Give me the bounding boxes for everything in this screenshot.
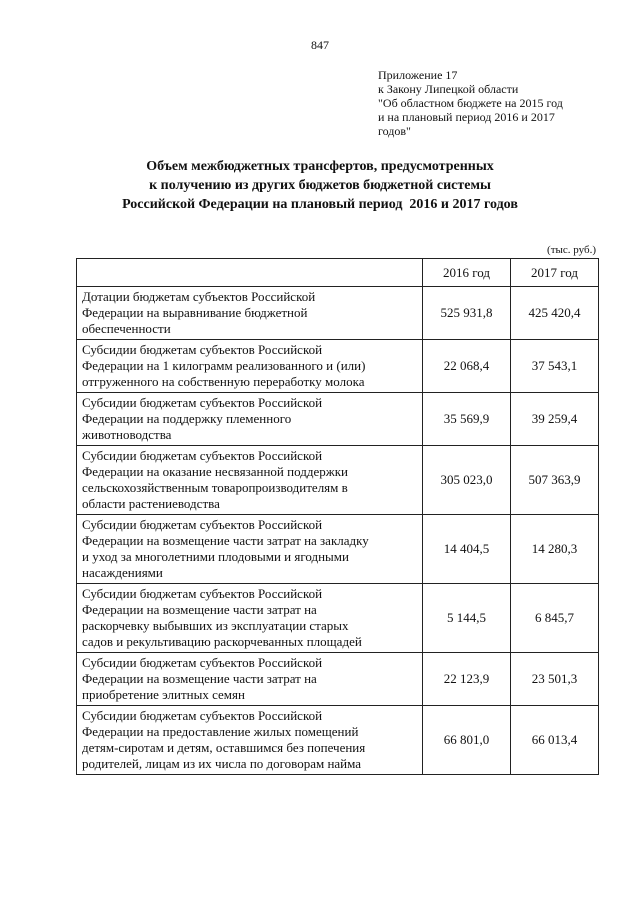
description-line: Федерации на 1 килограмм реализованного и (или) xyxy=(82,358,366,373)
description-line: области растениеводства xyxy=(82,496,220,511)
table-row xyxy=(77,706,599,775)
value-2016: 66 801,0 xyxy=(423,706,511,775)
value-2017: 507 363,9 xyxy=(511,446,599,515)
description-line: сельскохозяйственным товаропроизводителям в xyxy=(82,480,348,495)
description-line: Субсидии бюджетам субъектов Российской xyxy=(82,517,323,532)
description-line: Федерации на возмещение части затрат на xyxy=(82,602,317,617)
value-2016: 35 569,9 xyxy=(423,393,511,446)
value-2016: 5 144,5 xyxy=(423,584,511,653)
description-line: Федерации на поддержку племенного xyxy=(82,411,292,426)
transfers-table xyxy=(76,258,599,775)
description-line: родителей, лицам из их числа по договорам найма xyxy=(82,756,362,771)
description-line: Субсидии бюджетам субъектов Российской xyxy=(82,655,323,670)
description-line: Дотации бюджетам субъектов Российской xyxy=(82,289,316,304)
row-description xyxy=(77,515,423,584)
description-line: Субсидии бюджетам субъектов Российской xyxy=(82,448,323,463)
table-row xyxy=(77,653,599,706)
page-number: 847 xyxy=(311,38,329,52)
value-2016: 22 068,4 xyxy=(423,340,511,393)
appendix-line: "Об областном бюджете на 2015 год xyxy=(378,96,563,110)
appendix-line: и на плановый период 2016 и 2017 xyxy=(378,110,555,124)
description-line: Федерации на оказание несвязанной поддержки xyxy=(82,464,348,479)
value-2017: 39 259,4 xyxy=(511,393,599,446)
table-row xyxy=(77,446,599,515)
table-row xyxy=(77,340,599,393)
value-2017: 425 420,4 xyxy=(511,287,599,340)
value-2017: 6 845,7 xyxy=(511,584,599,653)
document-title xyxy=(0,157,640,214)
appendix-reference xyxy=(378,68,618,138)
title-line: Объем межбюджетных трансфертов, предусмотренных xyxy=(146,159,494,174)
row-description xyxy=(77,584,423,653)
value-2016: 22 123,9 xyxy=(423,653,511,706)
header-2016: 2016 год xyxy=(423,259,511,287)
description-line: раскорчевку выбывших из эксплуатации старых xyxy=(82,618,349,633)
table-row xyxy=(77,515,599,584)
row-description xyxy=(77,706,423,775)
description-line: Субсидии бюджетам субъектов Российской xyxy=(82,342,323,357)
description-line: Федерации на возмещение части затрат на закладку xyxy=(82,533,369,548)
table-row xyxy=(77,287,599,340)
appendix-line: Приложение 17 xyxy=(378,68,458,82)
description-line: Субсидии бюджетам субъектов Российской xyxy=(82,395,323,410)
appendix-line: годов" xyxy=(378,124,411,138)
title-line: к получению из других бюджетов бюджетной системы xyxy=(149,178,491,193)
table-row xyxy=(77,584,599,653)
row-description xyxy=(77,340,423,393)
value-2016: 305 023,0 xyxy=(423,446,511,515)
description-line: Федерации на предоставление жилых помещений xyxy=(82,724,359,739)
value-2017: 66 013,4 xyxy=(511,706,599,775)
value-2017: 37 543,1 xyxy=(511,340,599,393)
description-line: садов и рекультивацию раскорчеванных площадей xyxy=(82,634,362,649)
row-description xyxy=(77,446,423,515)
description-line: животноводства xyxy=(82,427,172,442)
description-line: детям-сиротам и детям, оставшимся без попечения xyxy=(82,740,366,755)
header-2017: 2017 год xyxy=(511,259,599,287)
description-line: насаждениями xyxy=(82,565,163,580)
row-description xyxy=(77,653,423,706)
description-line: отгруженного на собственную переработку молока xyxy=(82,374,365,389)
table-row xyxy=(77,393,599,446)
row-description xyxy=(77,287,423,340)
description-line: Федерации на возмещение части затрат на xyxy=(82,671,317,686)
value-2016: 14 404,5 xyxy=(423,515,511,584)
description-line: Субсидии бюджетам субъектов Российской xyxy=(82,708,323,723)
description-line: Субсидии бюджетам субъектов Российской xyxy=(82,586,323,601)
appendix-line: к Закону Липецкой области xyxy=(378,82,519,96)
description-line: обеспеченности xyxy=(82,321,171,336)
title-line: Российской Федерации на плановый период 2016 и 2017 годов xyxy=(122,197,518,212)
header-description xyxy=(77,259,423,287)
value-2016: 525 931,8 xyxy=(423,287,511,340)
description-line: и уход за многолетними плодовыми и ягодными xyxy=(82,549,349,564)
value-2017: 23 501,3 xyxy=(511,653,599,706)
table-header-row xyxy=(77,259,599,287)
description-line: приобретение элитных семян xyxy=(82,687,245,702)
units-label: (тыс. руб.) xyxy=(547,244,596,256)
description-line: Федерации на выравнивание бюджетной xyxy=(82,305,308,320)
row-description xyxy=(77,393,423,446)
value-2017: 14 280,3 xyxy=(511,515,599,584)
